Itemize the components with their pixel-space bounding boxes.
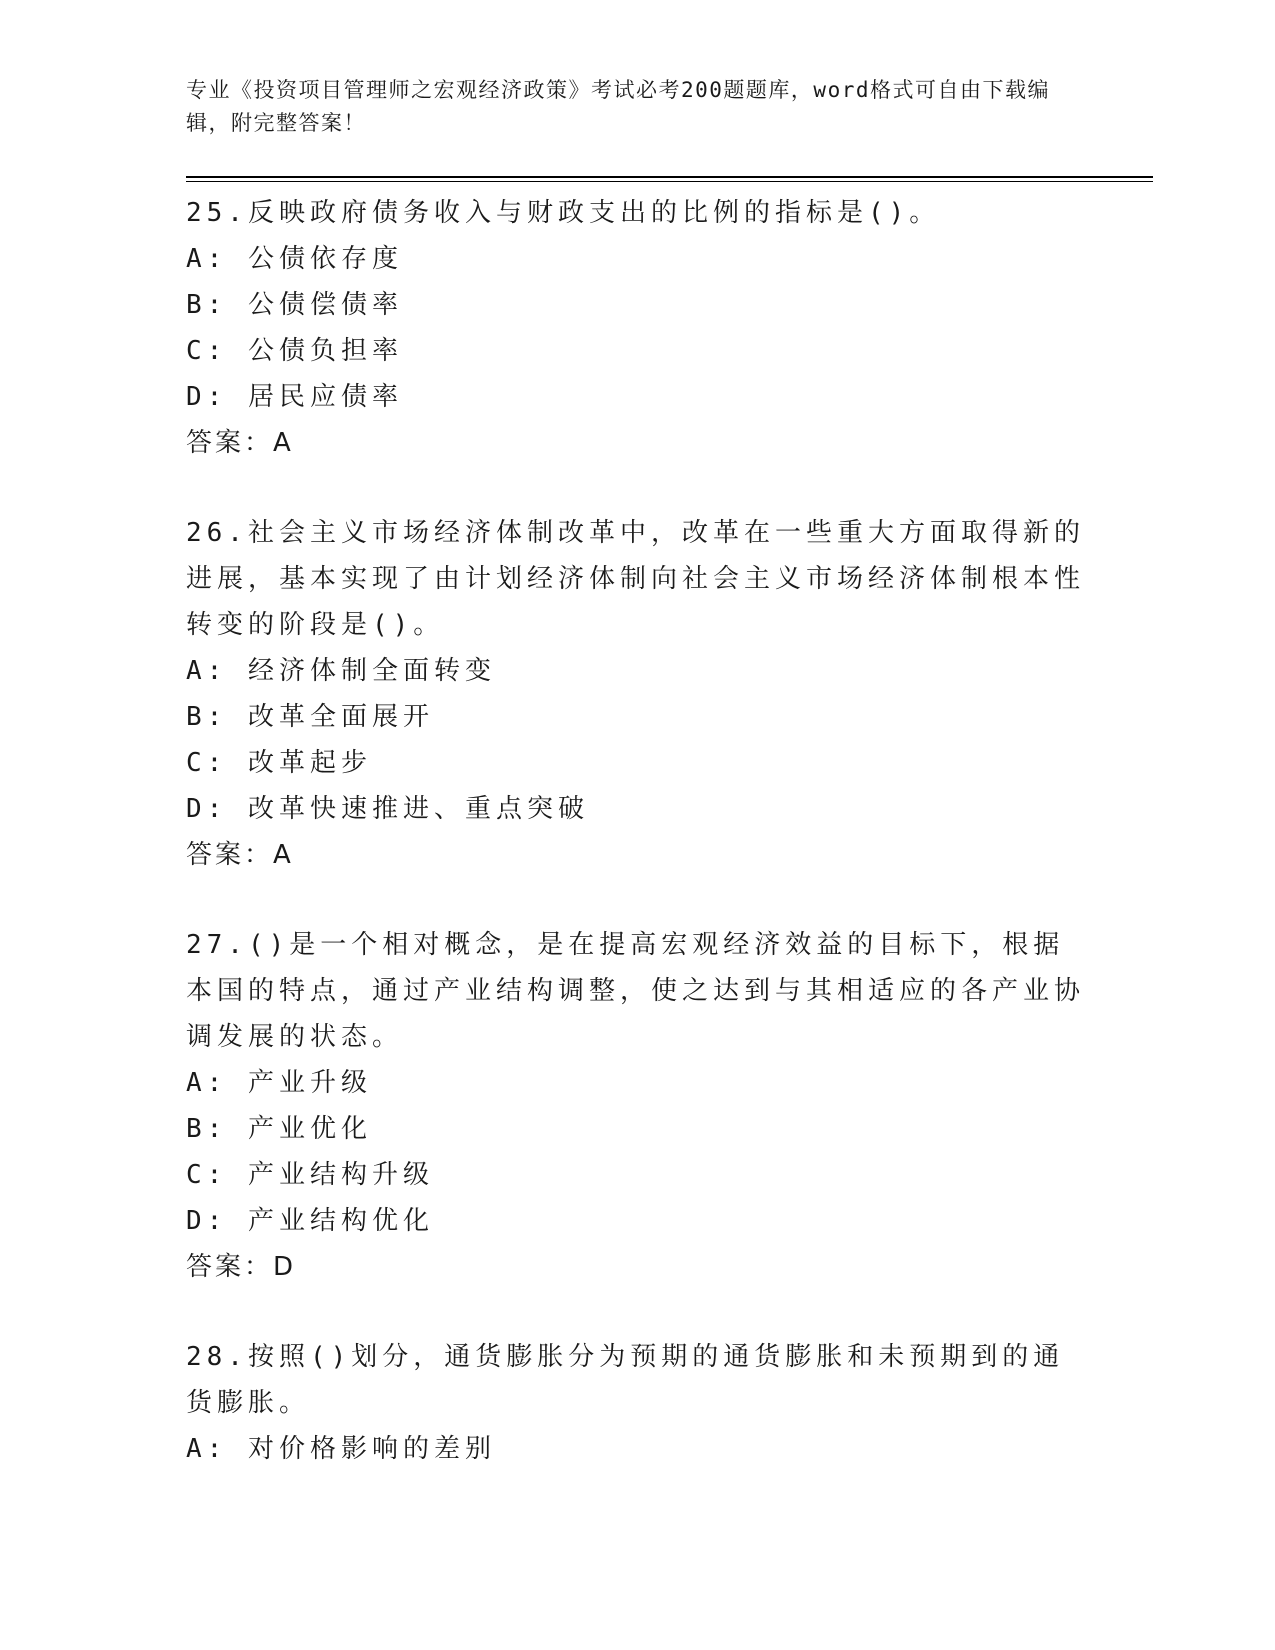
option-a: A: 产业升级 — [186, 1068, 372, 1098]
answer-label: 答案：D — [186, 1252, 297, 1282]
option-c: C: 产业结构升级 — [186, 1160, 434, 1190]
option-b: B: 改革全面展开 — [186, 702, 434, 732]
option-b: B: 产业优化 — [186, 1114, 372, 1144]
question-25 — [186, 190, 1086, 466]
option-c: C: 公债负担率 — [186, 336, 403, 366]
answer-label: 答案：A — [186, 840, 294, 870]
question-list — [186, 190, 1086, 1472]
option-d: D: 居民应债率 — [186, 382, 403, 412]
option-b: B: 公债偿债率 — [186, 290, 403, 320]
option-a: A: 经济体制全面转变 — [186, 656, 496, 686]
question-28 — [186, 1334, 1086, 1472]
header-divider-thin — [186, 181, 1153, 182]
question-27 — [186, 922, 1086, 1290]
option-c: C: 改革起步 — [186, 748, 372, 778]
option-d: D: 改革快速推进、重点突破 — [186, 794, 589, 824]
option-a: A: 对价格影响的差别 — [186, 1434, 496, 1464]
answer-label: 答案：A — [186, 428, 294, 458]
header-divider-thick — [186, 176, 1153, 178]
question-stem: 26.社会主义市场经济体制改革中，改革在一些重大方面取得新的进展，基本实现了由计划经济体制向社会主义市场经济体制根本性转变的阶段是()。 — [186, 518, 1086, 640]
question-26 — [186, 510, 1086, 878]
question-stem: 28.按照()划分，通货膨胀分为预期的通货膨胀和未预期到的通货膨胀。 — [186, 1342, 1065, 1418]
option-d: D: 产业结构优化 — [186, 1206, 434, 1236]
question-stem: 27.()是一个相对概念，是在提高宏观经济效益的目标下，根据本国的特点，通过产业结构调整，使之达到与其相适应的各产业协调发展的状态。 — [186, 930, 1086, 1052]
document-header: 专业《投资项目管理师之宏观经济政策》考试必考200题题库，word格式可自由下载编辑，附完整答案！ — [186, 78, 1050, 135]
option-a: A: 公债依存度 — [186, 244, 403, 274]
question-stem: 25.反映政府债务收入与财政支出的比例的指标是()。 — [186, 198, 941, 228]
